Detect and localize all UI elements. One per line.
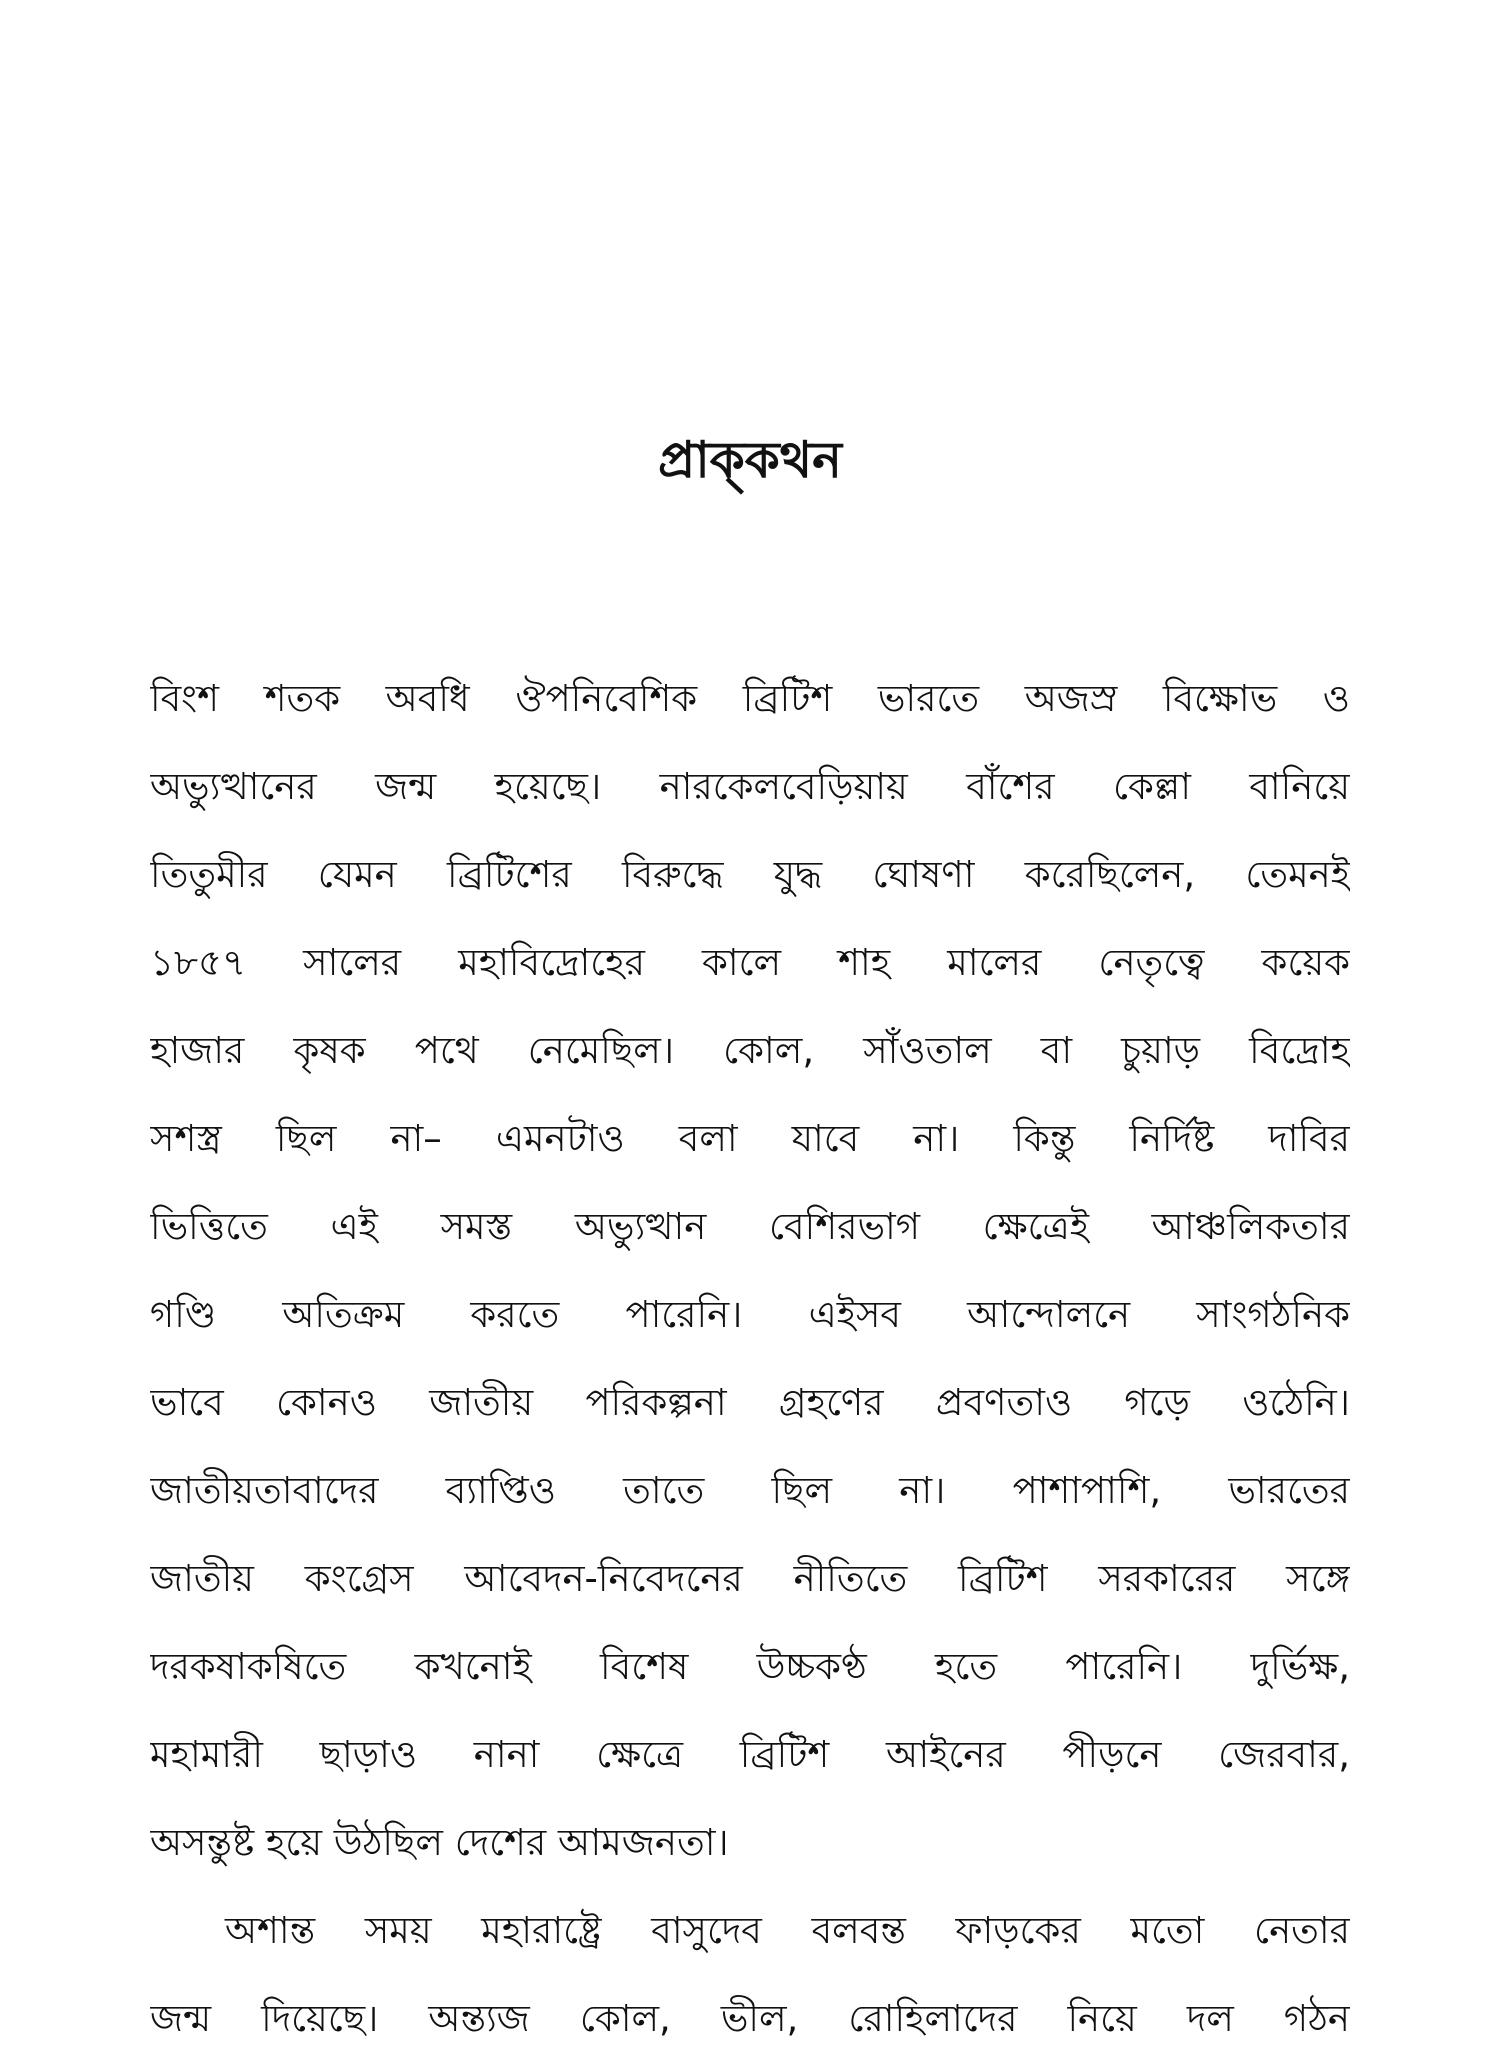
text-line: অভ্যুত্থানের জন্ম হয়েছে। নারকেলবেড়িয়ায় বাঁশের কেল্লা বানিয়ে <box>150 765 1350 808</box>
text-line: ১৮৫৭ সালের মহাবিদ্রোহের কালে শাহ মালের নেতৃত্বে কয়েক <box>150 941 1350 984</box>
text-line: বিংশ শতক অবধি ঔপনিবেশিক ব্রিটিশ ভারতে অজস্র বিক্ষোভ ও <box>150 677 1350 720</box>
page-title: প্রাক্‌কথন <box>657 431 842 489</box>
body-text <box>150 655 1350 2063</box>
text-line: জাতীয়তাবাদের ব্যাপ্তিও তাতে ছিল না। পাশাপাশি, ভারতের <box>150 1469 1350 1512</box>
text-line: জন্ম দিয়েছে। অন্ত্যজ কোল, ভীল, রোহিলাদের নিয়ে দল গঠন <box>150 1997 1350 2040</box>
text-line: হাজার কৃষক পথে নেমেছিল। কোল, সাঁওতাল বা চুয়াড় বিদ্রোহ <box>150 1029 1350 1072</box>
text-line: সশস্ত্র ছিল না– এমনটাও বলা যাবে না। কিন্তু নির্দিষ্ট দাবির <box>150 1117 1350 1160</box>
text-line: ভিত্তিতে এই সমস্ত অভ্যুত্থান বেশিরভাগ ক্ষেত্রেই আঞ্চলিকতার <box>150 1205 1350 1248</box>
text-line-paragraph-end: অসন্তুষ্ট হয়ে উঠছিল দেশের আমজনতা। <box>150 1821 729 1864</box>
text-line: ভাবে কোনও জাতীয় পরিকল্পনা গ্রহণের প্রবণতাও গড়ে ওঠেনি। <box>150 1381 1350 1424</box>
text-line: মহামারী ছাড়াও নানা ক্ষেত্রে ব্রিটিশ আইনের পীড়নে জেরবার, <box>150 1733 1350 1776</box>
text-line: গণ্ডি অতিক্রম করতে পারেনি। এইসব আন্দোলনে সাংগঠনিক <box>150 1293 1350 1336</box>
text-line: দরকষাকষিতে কখনোই বিশেষ উচ্চকণ্ঠ হতে পারেনি। দুর্ভিক্ষ, <box>150 1645 1350 1688</box>
text-line: জাতীয় কংগ্রেস আবেদন-নিবেদনের নীতিতে ব্রিটিশ সরকারের সঙ্গে <box>150 1557 1350 1600</box>
text-line: তিতুমীর যেমন ব্রিটিশের বিরুদ্ধে যুদ্ধ ঘোষণা করেছিলেন, তেমনই <box>150 853 1350 896</box>
text-line-paragraph-start: অশান্ত সময় মহারাষ্ট্রে বাসুদেব বলবন্ত ফাড়কের মতো নেতার <box>225 1909 1350 1952</box>
